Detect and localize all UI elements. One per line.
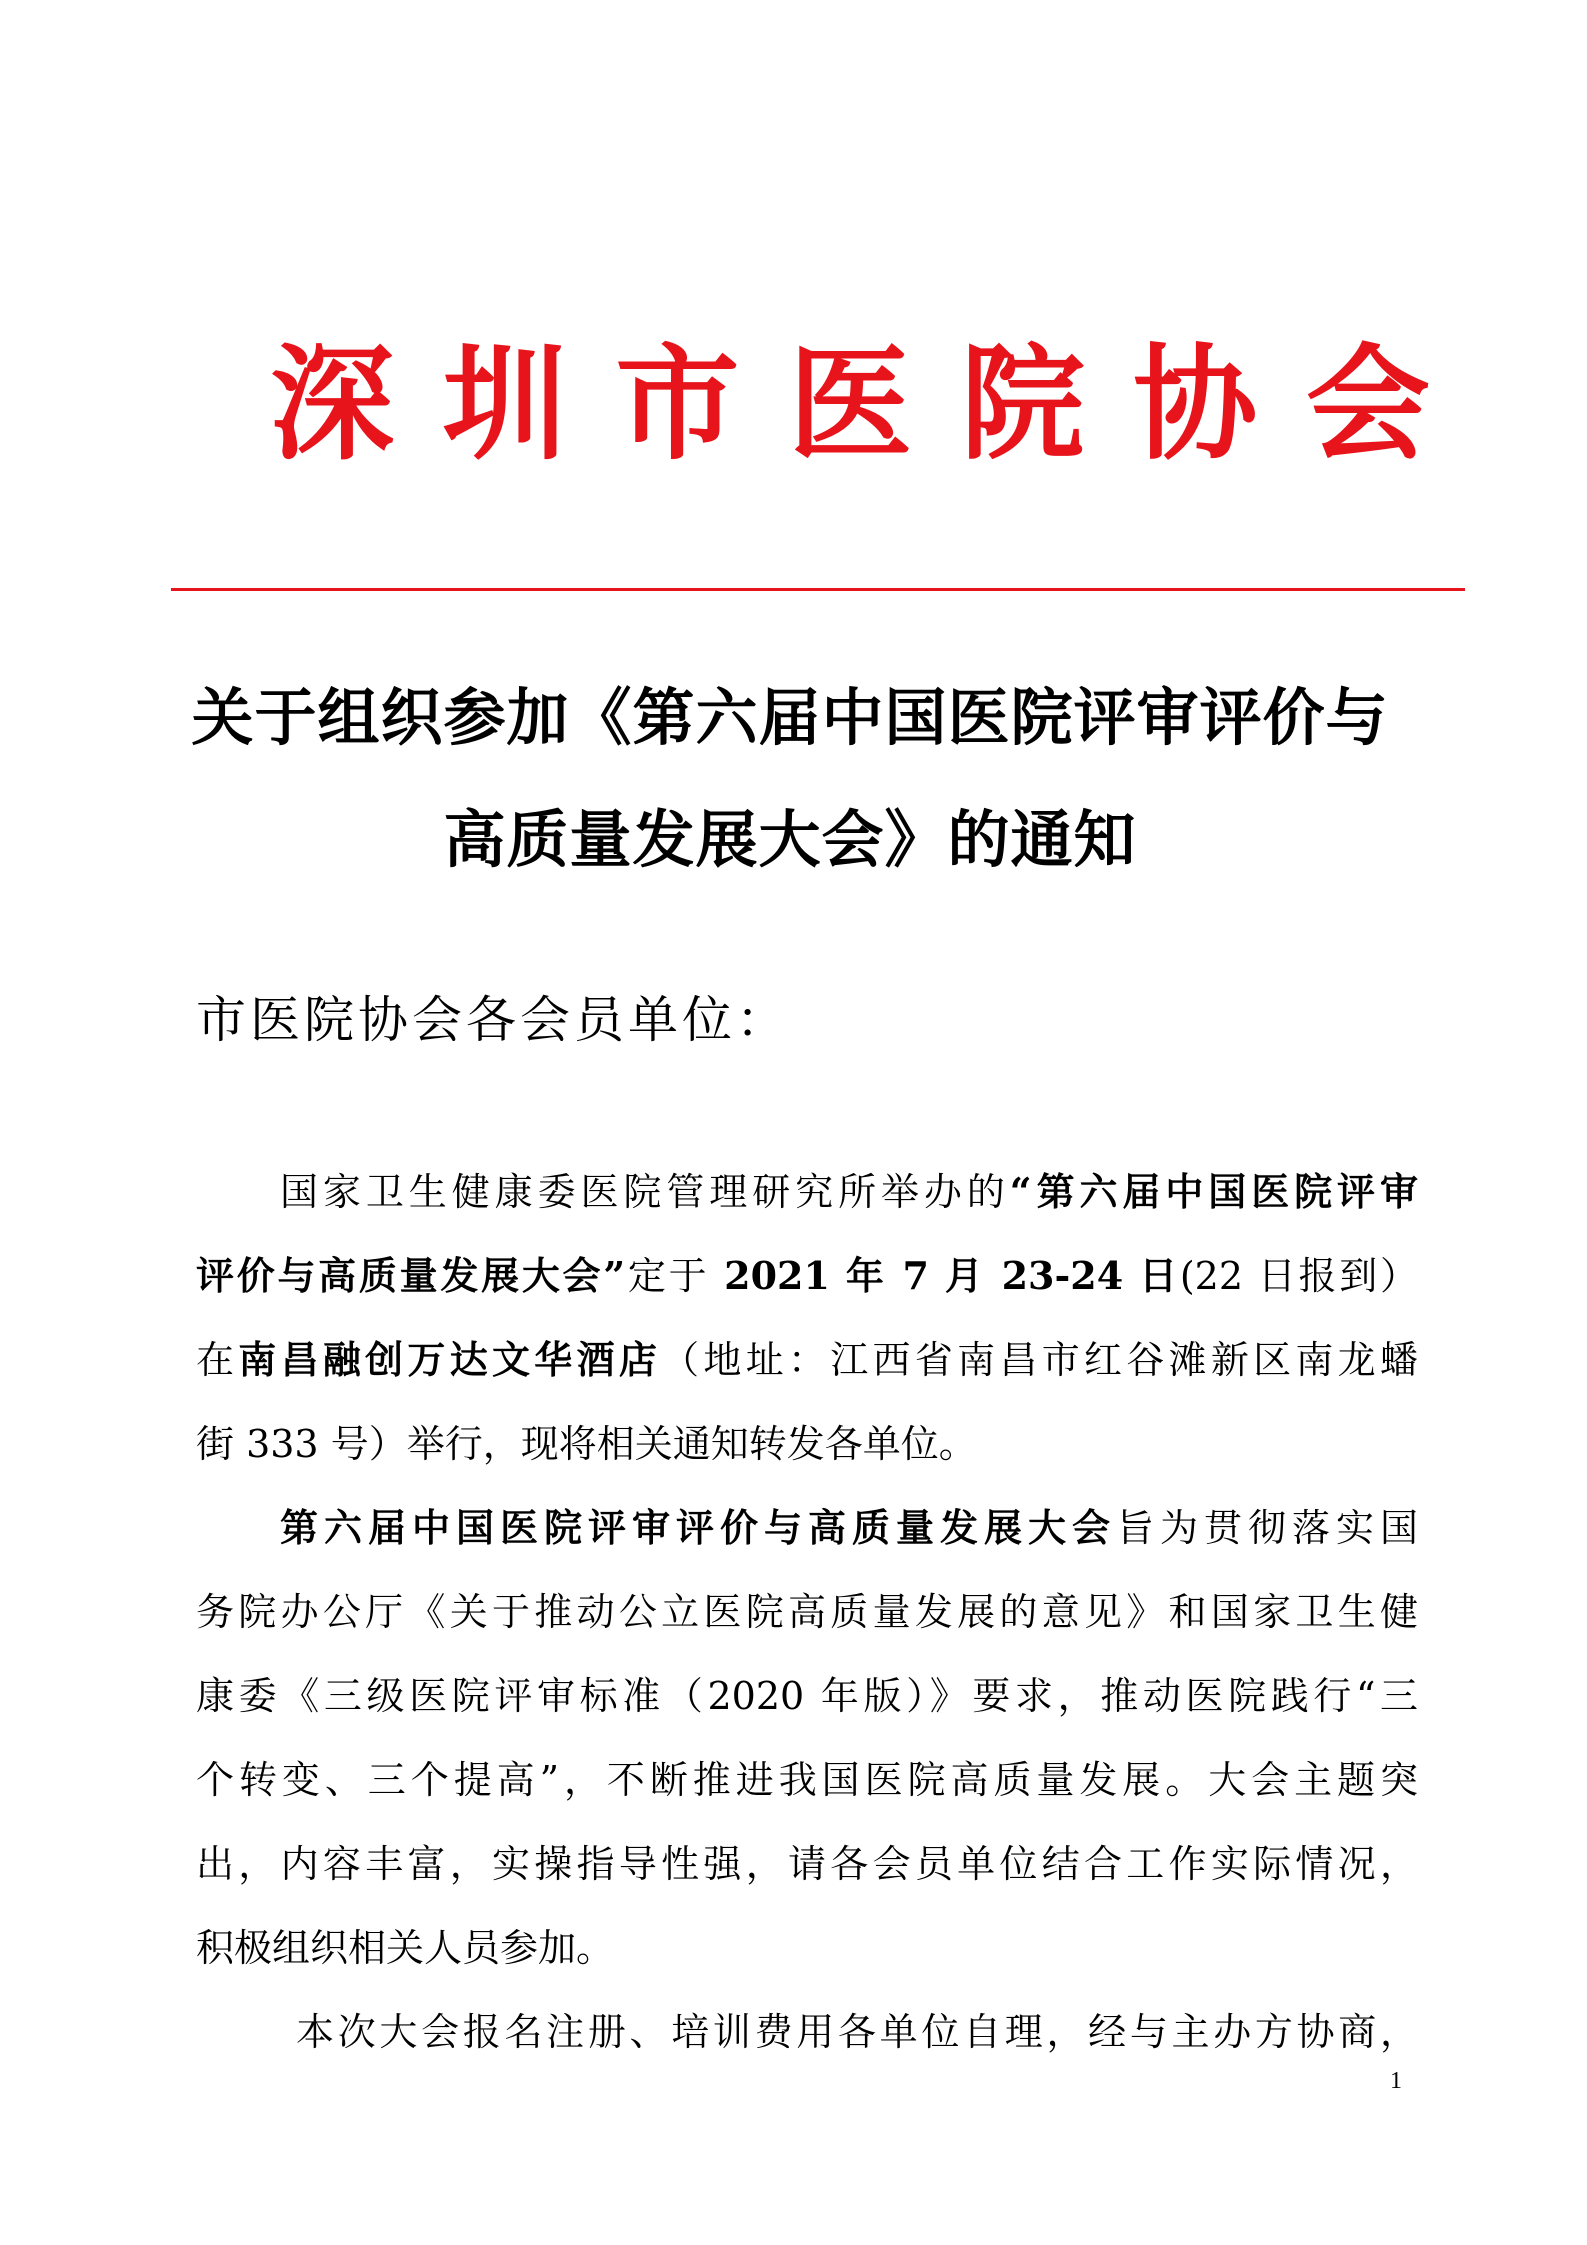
paragraph-1-line-2 bbox=[196, 1234, 1418, 1318]
venue-emphasis: 南昌融创万达文华酒店 bbox=[238, 1337, 662, 1382]
event-name-emphasis: 评价与高质量发展大会” bbox=[196, 1253, 626, 1298]
paragraph-3-line-1: 本次大会报名注册、培训费用各单位自理，经与主办方协商， bbox=[296, 2010, 1418, 2054]
salutation: 市医院协会各会员单位： bbox=[196, 991, 790, 1049]
document-title-line-2: 高质量发展大会》的通知 bbox=[443, 803, 1137, 876]
letterhead-char: 协 bbox=[1133, 333, 1258, 477]
paragraph-1-line-1 bbox=[196, 1150, 1418, 1234]
paragraph-2-line-4: 个转变、三个提高”，不断推进我国医院高质量发展。大会主题突 bbox=[196, 1758, 1418, 1802]
letterhead-char: 会 bbox=[1305, 333, 1430, 477]
letterhead-char: 圳 bbox=[442, 333, 567, 477]
letterhead-char: 医 bbox=[787, 333, 912, 477]
text-run: 在 bbox=[196, 1338, 239, 1382]
page-number: 1 bbox=[1390, 2068, 1402, 2094]
text-run: (22 日报到） bbox=[1179, 1254, 1418, 1298]
paragraph-2-line-6: 积极组织相关人员参加。 bbox=[196, 1926, 615, 1970]
paragraph-2-line-1 bbox=[196, 1486, 1418, 1570]
text-run: 国家卫生健康委医院管理研究所举办的 bbox=[280, 1170, 1010, 1214]
paragraph-1-line-4: 街 333 号）举行，现将相关通知转发各单位。 bbox=[196, 1422, 977, 1466]
letterhead-char: 深 bbox=[270, 333, 395, 477]
text-run: （地址：江西省南昌市红谷滩新区南龙蟠 bbox=[661, 1338, 1418, 1382]
text-run: 定于 bbox=[625, 1254, 725, 1298]
text-run: 旨为贯彻落实国 bbox=[1115, 1506, 1418, 1550]
letterhead-title bbox=[270, 335, 1430, 475]
paragraph-2-line-2: 务院办公厅《关于推动公立医院高质量发展的意见》和国家卫生健 bbox=[196, 1590, 1418, 1634]
paragraph-2-line-5: 出，内容丰富，实操指导性强，请各会员单位结合工作实际情况， bbox=[196, 1842, 1418, 1886]
letterhead-divider bbox=[171, 588, 1465, 591]
event-name-emphasis: “第六届中国医院评审 bbox=[1009, 1169, 1418, 1214]
paragraph-1-line-3 bbox=[196, 1318, 1418, 1402]
event-name-emphasis: 第六届中国医院评审评价与高质量发展大会 bbox=[280, 1505, 1116, 1550]
paragraph-2-line-3: 康委《三级医院评审标准（2020 年版）》要求，推动医院践行“三 bbox=[196, 1674, 1418, 1718]
document-title-line-1: 关于组织参加《第六届中国医院评审评价与 bbox=[191, 681, 1389, 754]
letterhead-char: 市 bbox=[615, 333, 740, 477]
event-date-emphasis: 2021 年 7 月 23-24 日 bbox=[724, 1253, 1180, 1298]
letterhead-char: 院 bbox=[960, 333, 1085, 477]
